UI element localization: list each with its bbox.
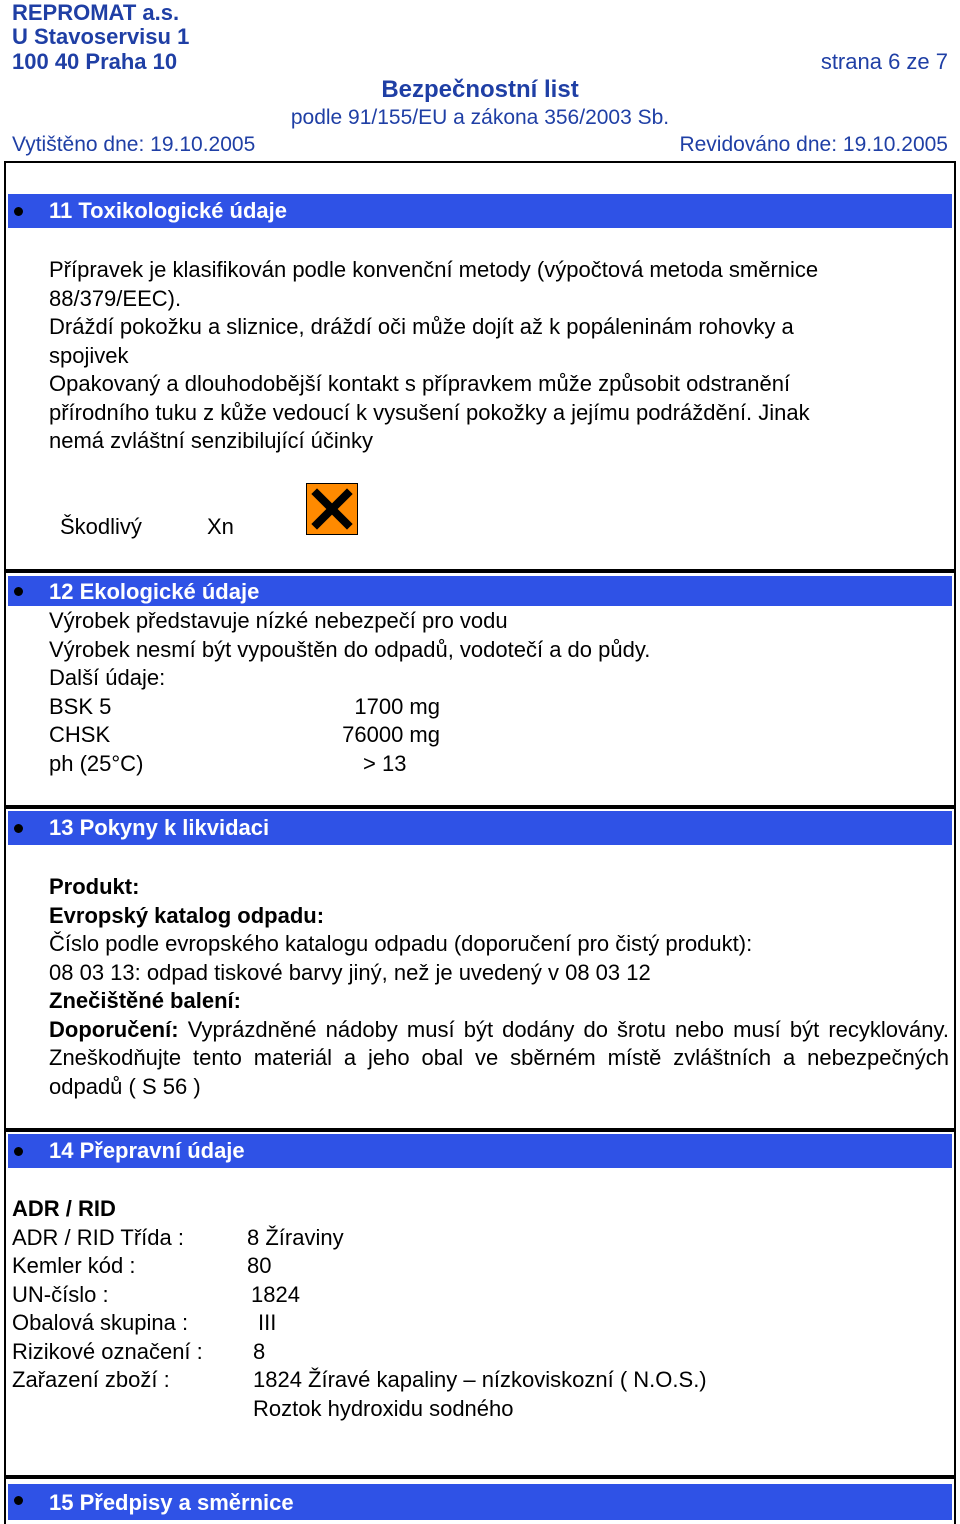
transport-label: ADR / RID Třída : xyxy=(12,1225,184,1250)
product-heading: Produkt: xyxy=(49,874,140,899)
transport-label: Obalová skupina : xyxy=(12,1310,189,1335)
printed-date: Vytištěno dne: 19.10.2005 xyxy=(12,133,256,156)
text-line: nemá zvláštní senzibilující účinky xyxy=(49,428,374,453)
recommendation-text: Vyprázdněné nádoby musí být dodány do šrotu nebo musí být recyklovány. Zneškodňujte tento materiál a jeho obal ve sběrném místě zvláštních a nebezpečných odpadů ( S 56 ) xyxy=(49,1016,949,1099)
text-line: Další údaje: xyxy=(49,665,166,690)
row-label: ph (25°C) xyxy=(49,751,144,776)
transport-label: Kemler kód : xyxy=(12,1253,136,1278)
recommendation-paragraph xyxy=(49,1016,949,1102)
hazard-code: Xn xyxy=(207,514,234,539)
transport-value: 1824 xyxy=(251,1282,300,1307)
bullet-icon xyxy=(14,1147,23,1156)
catalog-heading: Evropský katalog odpadu: xyxy=(49,902,325,928)
transport-extra: Roztok hydroxidu sodného xyxy=(253,1396,514,1421)
transport-label: Rizikové označení : xyxy=(12,1339,203,1364)
transport-value: 8 xyxy=(253,1339,266,1364)
doc-subtitle: podle 91/155/EU a zákona 356/2003 Sb. xyxy=(290,106,670,129)
company-name: REPROMAT a.s. xyxy=(12,0,180,25)
bullet-icon xyxy=(14,207,23,216)
revised-date: Revidováno dne: 19.10.2005 xyxy=(679,133,948,156)
company-street: U Stavoservisu 1 xyxy=(12,24,190,49)
waste-code-line: 08 03 13: odpad tiskové barvy jiný, než je uvedený v 08 03 12 xyxy=(49,959,651,985)
adr-heading: ADR / RID xyxy=(12,1196,116,1221)
section-14-title: 14 Přepravní údaje xyxy=(8,1134,952,1168)
transport-label: Zařazení zboží : xyxy=(12,1367,170,1392)
text-line: spojivek xyxy=(49,342,129,368)
doc-title: Bezpečnostní list xyxy=(381,76,579,103)
bullet-icon xyxy=(14,824,23,833)
bullet-icon xyxy=(14,1496,23,1505)
company-city: 100 40 Praha 10 xyxy=(12,49,178,74)
row-value: 1700 mg xyxy=(354,694,440,719)
transport-label: UN-číslo : xyxy=(12,1282,109,1307)
text-line: Výrobek představuje nízké nebezpečí pro vodu xyxy=(49,608,508,633)
row-label: BSK 5 xyxy=(49,694,112,719)
section-14-box xyxy=(4,1130,956,1477)
section-11-text xyxy=(49,256,818,456)
row-value: > 13 xyxy=(363,751,407,776)
text-line: Výrobek nesmí být vypouštěn do odpadů, vodotečí a do půdy. xyxy=(49,636,651,662)
text-line: Přípravek je klasifikován podle konvenční metody (výpočtová metoda směrnice xyxy=(49,257,819,282)
section-15-title: 15 Předpisy a směrnice xyxy=(8,1484,952,1520)
text-line: Dráždí pokožku a sliznice, dráždí oči může dojít až k popáleninám rohovky a xyxy=(49,314,794,339)
hazard-label: Škodlivý xyxy=(60,514,142,539)
section-13-title: 13 Pokyny k likvidaci xyxy=(8,811,952,845)
text-line: 88/379/EEC). xyxy=(49,285,182,311)
row-value: 76000 mg xyxy=(342,722,440,747)
bullet-icon xyxy=(14,587,23,596)
section-12-text xyxy=(49,607,650,693)
text-line: Opakovaný a dlouhodobější kontakt s přípravkem může způsobit odstranění xyxy=(49,371,791,396)
recommendation-label: Doporučení: xyxy=(49,1016,179,1042)
transport-value: 1824 Žíravé kapaliny – nízkoviskozní ( N.O.S.) xyxy=(253,1367,707,1392)
section-13-text xyxy=(49,873,949,1101)
x-cross-icon xyxy=(306,483,358,535)
page-number: strana 6 ze 7 xyxy=(820,49,948,74)
transport-value: 8 Žíraviny xyxy=(247,1225,344,1250)
packaging-heading: Znečištěné balení: xyxy=(49,988,241,1013)
section-11-title: 11 Toxikologické údaje xyxy=(8,194,952,228)
section-12-title: 12 Ekologické údaje xyxy=(8,576,952,606)
text-line: přírodního tuku z kůže vedoucí k vysušení pokožky a jejímu podráždění. Jinak xyxy=(49,399,810,425)
row-label: CHSK xyxy=(49,722,111,747)
transport-value: III xyxy=(258,1310,277,1335)
catalog-number-line: Číslo podle evropského katalogu odpadu (doporučení pro čistý produkt): xyxy=(49,931,753,956)
transport-value: 80 xyxy=(247,1253,272,1278)
